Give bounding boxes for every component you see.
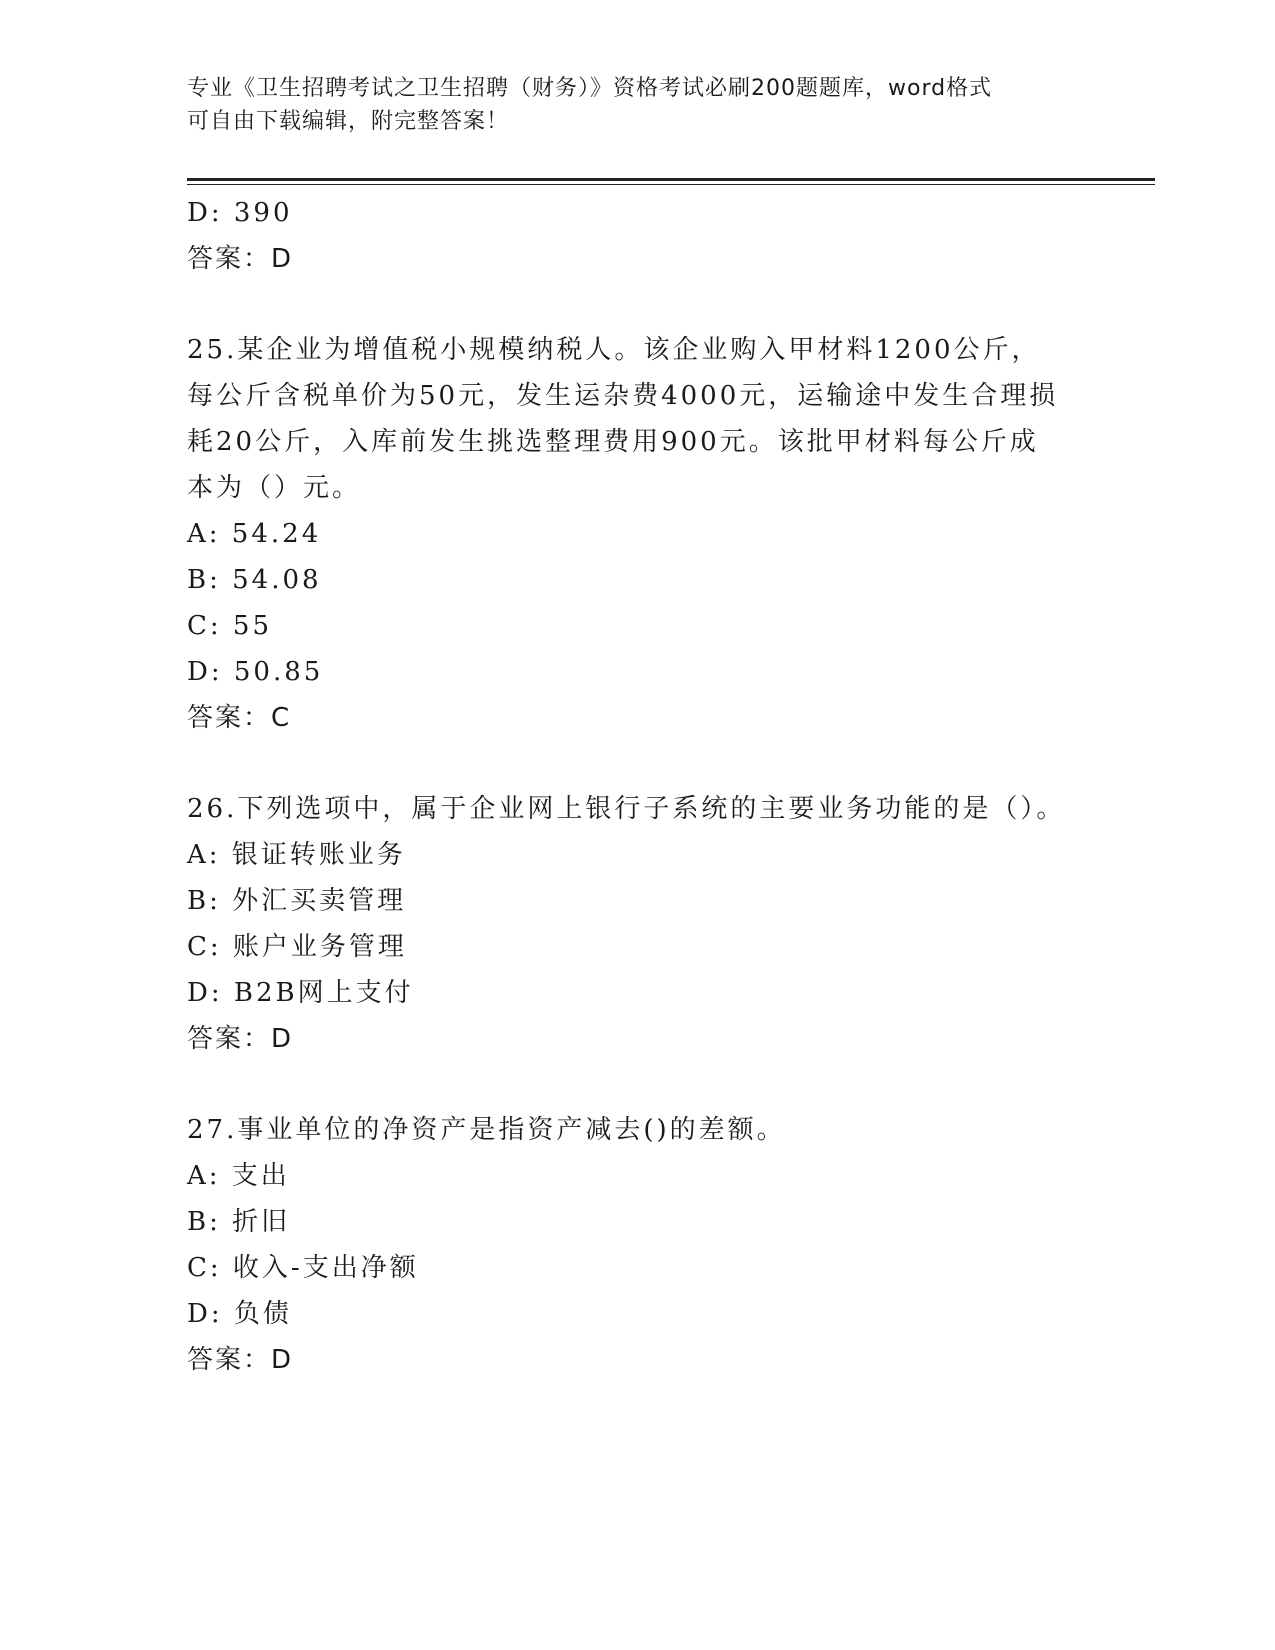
header-rule-thin xyxy=(187,184,1155,185)
header-rule-thick xyxy=(187,178,1155,181)
option-a: A: 支出 xyxy=(187,1161,290,1191)
option-d: D: B2B网上支付 xyxy=(187,978,414,1008)
option-c: C: 账户业务管理 xyxy=(187,932,407,962)
option-a: A: 54.24 xyxy=(187,519,322,549)
answer-line: 答案：D xyxy=(187,1345,294,1375)
option-c: C: 收入-支出净额 xyxy=(187,1253,419,1283)
header-line-1: 专业《卫生招聘考试之卫生招聘（财务）》资格考试必刷200题题库，word格式 xyxy=(187,76,993,101)
answer-line: 答案：D xyxy=(187,1024,294,1054)
document-header xyxy=(187,72,1087,138)
option-d: D: 390 xyxy=(187,198,293,228)
answer-line: 答案：C xyxy=(187,703,292,733)
question-text: 26.下列选项中，属于企业网上银行子系统的主要业务功能的是（）。 xyxy=(187,794,1066,824)
option-a: A: 银证转账业务 xyxy=(187,840,406,870)
previous-question-tail xyxy=(187,190,1067,282)
question-text: 25.某企业为增值税小规模纳税人。该企业购入甲材料1200公斤，每公斤含税单价为50元，发生运杂费4000元，运输途中发生合理损耗20公斤，入库前发生挑选整理费用900元。该批甲材料每公斤成本为（）元。 xyxy=(187,335,1059,503)
question-text: 27.事业单位的净资产是指资产减去()的差额。 xyxy=(187,1115,786,1145)
option-d: D: 负债 xyxy=(187,1299,292,1329)
question-26 xyxy=(187,786,1067,1062)
document-body xyxy=(187,190,1067,1383)
option-b: B: 折旧 xyxy=(187,1207,291,1237)
option-b: B: 外汇买卖管理 xyxy=(187,886,407,916)
header-line-2: 可自由下载编辑，附完整答案！ xyxy=(187,109,510,134)
question-27 xyxy=(187,1107,1067,1383)
option-b: B: 54.08 xyxy=(187,565,322,595)
question-25 xyxy=(187,327,1067,741)
option-c: C: 55 xyxy=(187,611,273,641)
option-d: D: 50.85 xyxy=(187,657,324,687)
answer-line: 答案：D xyxy=(187,244,294,274)
